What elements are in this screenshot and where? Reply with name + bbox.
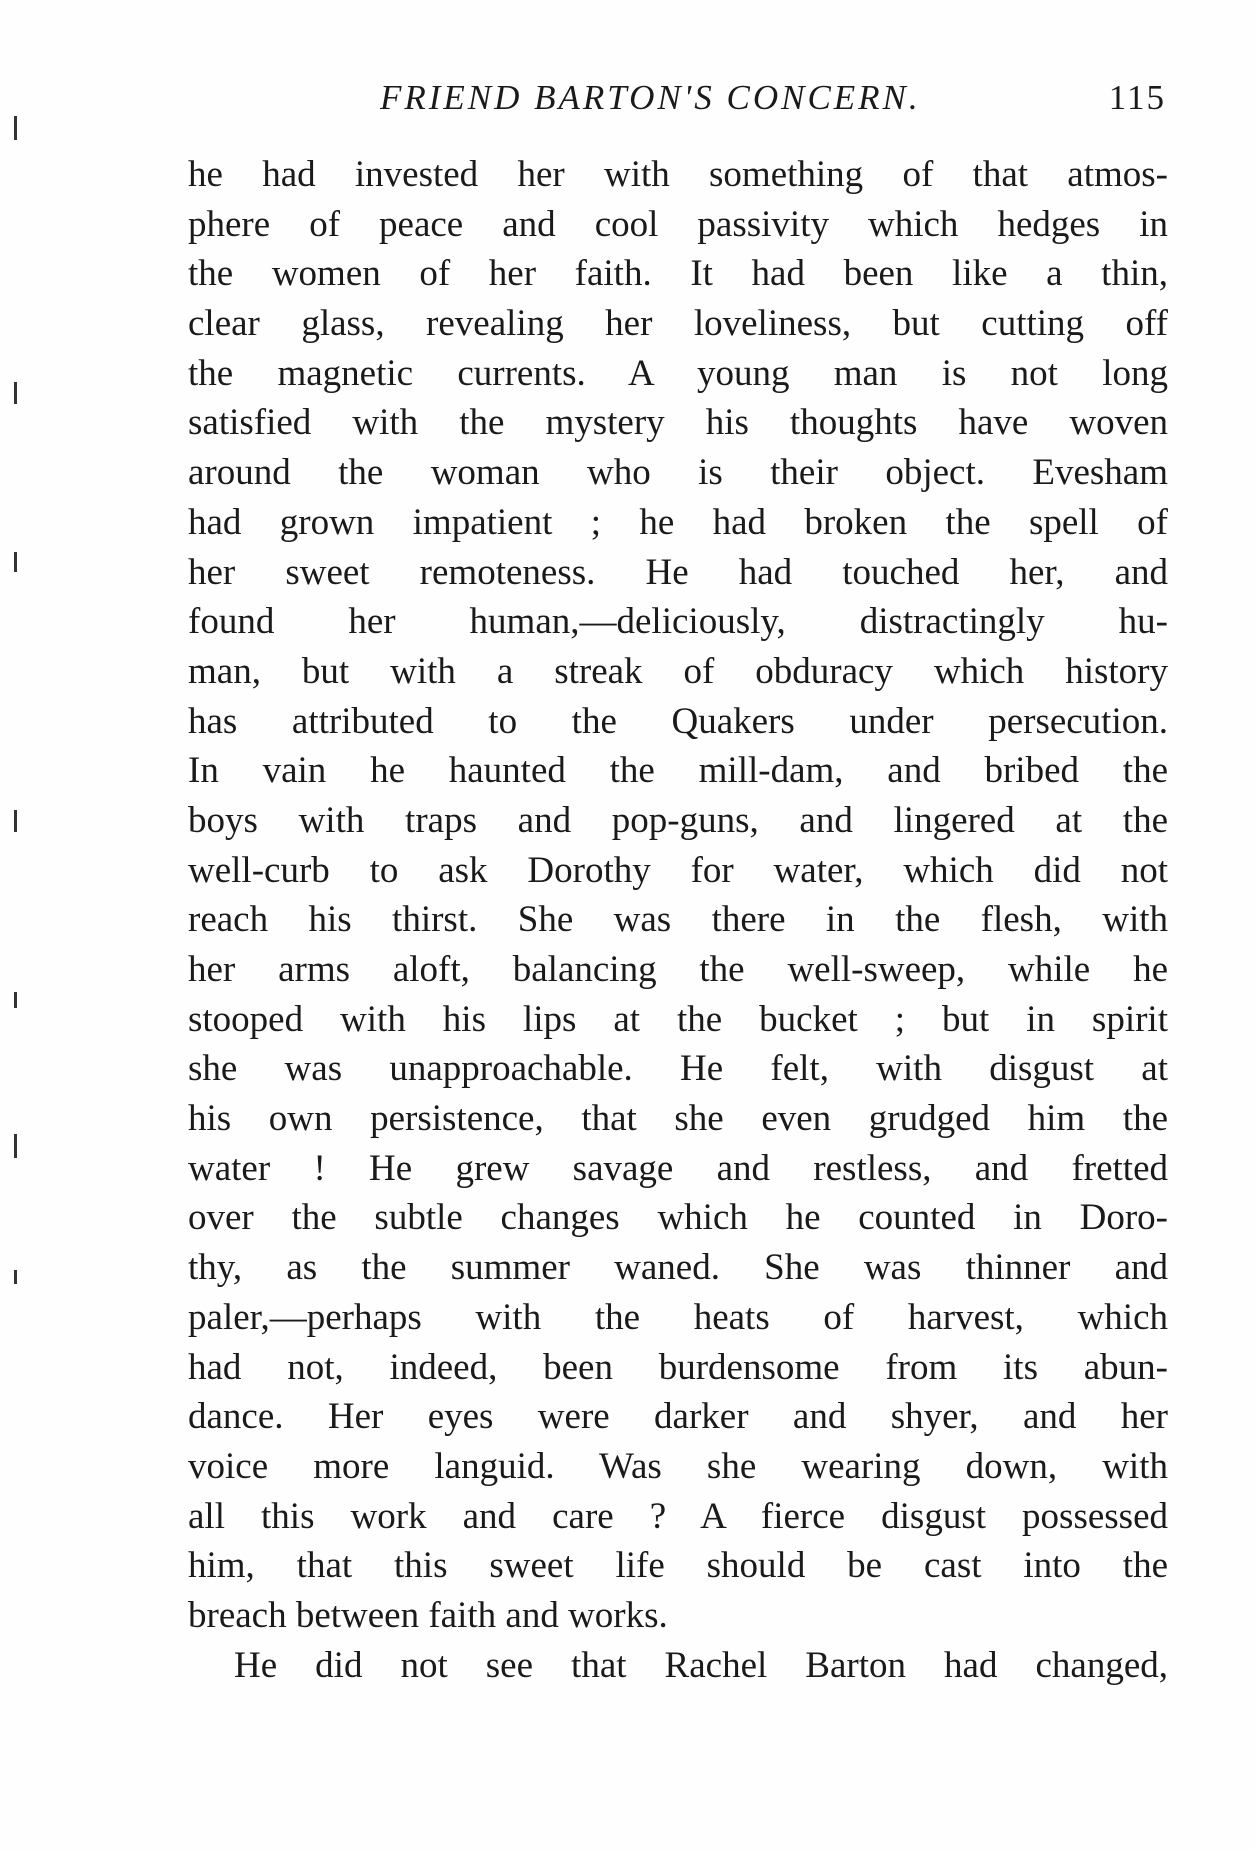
- text-line: In vain he haunted the mill-dam, and bribed the: [188, 750, 1168, 792]
- text-line: dance. Her eyes were darker and shyer, and her: [188, 1396, 1168, 1438]
- text-line: the women of her faith. It had been like a thin,: [188, 253, 1168, 295]
- paragraph-1: [188, 150, 1168, 1641]
- text-line: had grown impatient ; he had broken the spell of: [188, 501, 1168, 543]
- text-line: had not, indeed, been burdensome from its abun-: [188, 1346, 1168, 1388]
- text-line: water ! He grew savage and restless, and fretted: [188, 1147, 1168, 1189]
- text-line: man, but with a streak of obduracy which history: [188, 650, 1168, 692]
- running-title: FRIEND BARTON'S CONCERN.: [380, 78, 921, 117]
- margin-mark: [14, 382, 17, 404]
- text-line: he had invested her with something of that atmos-: [188, 154, 1168, 195]
- text-line: found her human,—deliciously, distractingly hu-: [188, 601, 1168, 643]
- text-line: stooped with his lips at the bucket ; but in spirit: [188, 998, 1168, 1040]
- text-line: paler,—perhaps with the heats of harvest, which: [188, 1296, 1168, 1338]
- text-line: has attributed to the Quakers under persecution.: [188, 700, 1168, 742]
- paragraph-2: [188, 1641, 1168, 1691]
- text-line: her arms aloft, balancing the well-sweep, while he: [188, 949, 1168, 990]
- margin-mark: [14, 116, 17, 140]
- text-line: phere of peace and cool passivity which hedges in: [188, 203, 1168, 245]
- text-line: thy, as the summer waned. She was thinner and: [188, 1247, 1168, 1289]
- margin-mark: [14, 1270, 17, 1284]
- text-line: around the woman who is their object. Evesham: [188, 452, 1168, 494]
- text-line: voice more languid. Was she wearing down, with: [188, 1445, 1168, 1487]
- text-line: clear glass, revealing her loveliness, but cutting off: [188, 303, 1168, 345]
- margin-mark: [14, 810, 17, 832]
- text-line: reach his thirst. She was there in the flesh, with: [188, 899, 1168, 941]
- text-line: him, that this sweet life should be cast into the: [188, 1545, 1168, 1587]
- text-line: well-curb to ask Dorothy for water, which did not: [188, 849, 1168, 891]
- text-line: satisfied with the mystery his thoughts have woven: [188, 402, 1168, 444]
- text-line: breach between faith and works.: [188, 1594, 668, 1636]
- text-line: she was unapproachable. He felt, with disgust at: [188, 1048, 1168, 1090]
- text-line: boys with traps and pop-guns, and lingered at the: [188, 799, 1168, 841]
- text-line: the magnetic currents. A young man is not long: [188, 352, 1168, 394]
- binding-margin-marks: [6, 110, 26, 1810]
- text-line: over the subtle changes which he counted in Doro-: [188, 1197, 1168, 1239]
- margin-mark: [14, 552, 17, 572]
- margin-mark: [14, 1134, 17, 1158]
- page-header: [190, 78, 1166, 138]
- text-line: his own persistence, that she even grudged him the: [188, 1098, 1168, 1140]
- text-line: all this work and care ? A fierce disgust possessed: [188, 1495, 1168, 1537]
- text-line: her sweet remoteness. He had touched her, and: [188, 551, 1168, 593]
- text-line: He did not see that Rachel Barton had changed,: [234, 1644, 1168, 1686]
- page-number: 115: [1108, 78, 1166, 117]
- body-text: [188, 150, 1168, 1690]
- margin-mark: [14, 992, 17, 1008]
